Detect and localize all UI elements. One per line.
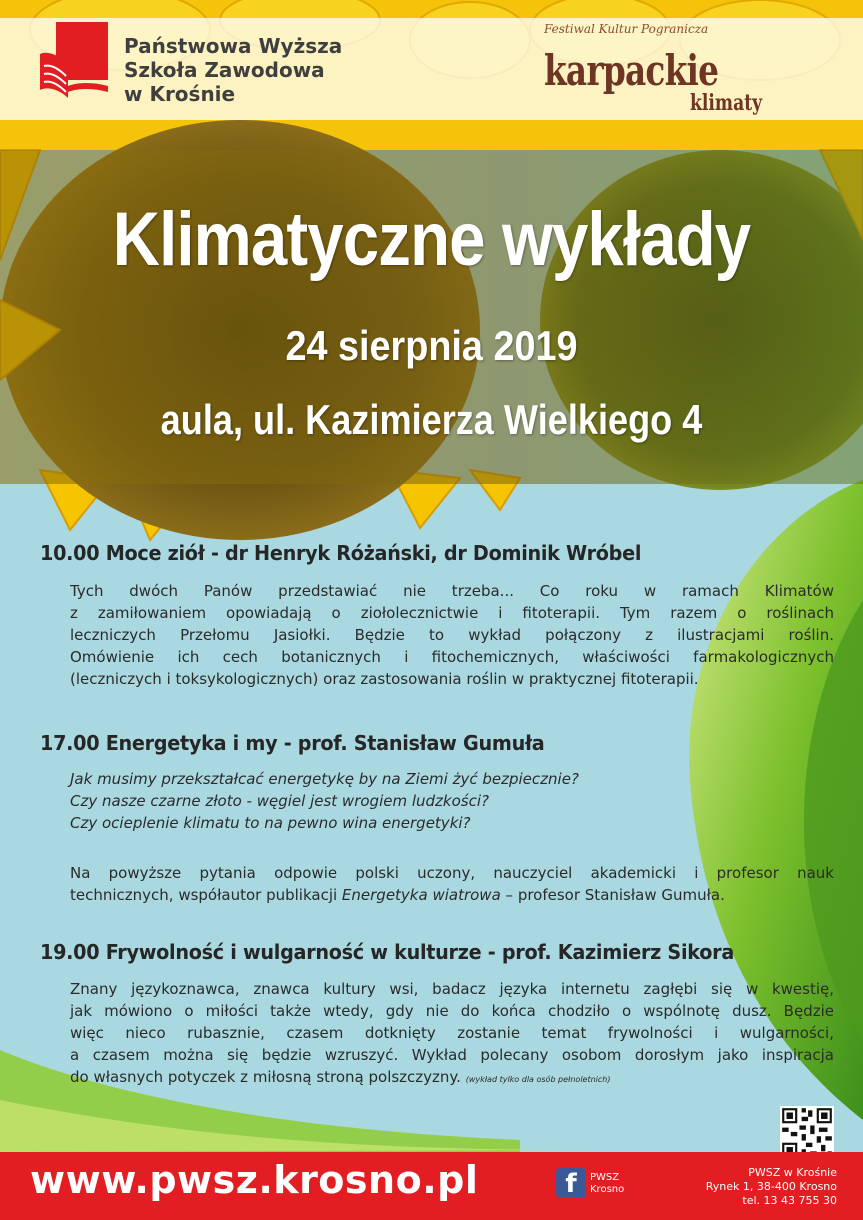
institution-line: Szkoła Zawodowa <box>124 58 325 82</box>
text-line: leczniczych Przełomu Jasiołki. Będzie to wykład połączony z ilustracjami roślin. <box>70 626 834 644</box>
pwsz-logo-icon <box>38 20 110 100</box>
text-line: Znany językoznawca, znawca kultury wsi, badacz języka internetu zagłębi się w kwestię, <box>70 980 834 998</box>
text-line: z zamiłowaniem opowiadają o ziołolecznictwie i fitoterapii. Tym razem o roślinach <box>70 604 834 622</box>
facebook-label[interactable] <box>590 1172 624 1196</box>
address-line: tel. 13 43 755 30 <box>742 1194 837 1207</box>
event-place: aula, ul. Kazimierza Wielkiego 4 <box>160 396 703 443</box>
section-heading-herbs: 10.00 Moce ziół - dr Henryk Różański, dr Dominik Wróbel <box>40 541 642 565</box>
facebook-label-line: Krosno <box>590 1184 625 1195</box>
age-restriction-note: (wykład tylko dla osób pełnoletnich) <box>465 1075 611 1084</box>
text-fragment: do własnych potyczek z miłosną stroną polszczyzny. <box>70 1068 461 1086</box>
text-line: a czasem można się będzie wzruszyć. Wykład polecany osobom dorosłym jako inspiracja <box>70 1046 834 1064</box>
address-line: Rynek 1, 38-400 Krosno <box>705 1180 837 1193</box>
section-text-energy <box>70 862 834 906</box>
text-line: Na powyższe pytania odpowie polski uczony, nauczyciel akademicki i profesor nauk <box>70 864 834 882</box>
facebook-label-line: PWSZ <box>590 1172 620 1183</box>
text-line <box>70 1066 834 1091</box>
section-text-herbs <box>70 580 834 690</box>
website-link[interactable]: www.pwsz.krosno.pl <box>30 1158 479 1202</box>
text-line: więc nieco rubasznie, czasem dotknięty zostanie temat frywolności i wulgarności, <box>70 1024 834 1042</box>
address-line: PWSZ w Krośnie <box>748 1166 837 1179</box>
text-fragment: technicznych, współautor publikacji <box>70 886 342 904</box>
text-line <box>70 884 834 906</box>
section-heading-culture: 19.00 Frywolność i wulgarność w kulturze - prof. Kazimierz Sikora <box>40 940 734 964</box>
contact-address <box>706 1166 837 1208</box>
text-line: Tych dwóch Panów przedstawiać nie trzeba... Co roku w ramach Klimatów <box>70 582 834 600</box>
festival-sub-text: klimaty <box>690 90 763 116</box>
event-date: 24 sierpnia 2019 <box>285 322 578 369</box>
section-heading-energy: 17.00 Energetyka i my - prof. Stanisław Gumuła <box>40 731 545 755</box>
section-questions-energy <box>70 768 834 834</box>
section-text-culture <box>70 978 834 1091</box>
festival-top-text: Festiwal Kultur Pogranicza <box>544 22 709 36</box>
question-line: Czy ocieplenie klimatu to na pewno wina energetyki? <box>70 814 471 832</box>
festival-logo <box>544 20 763 120</box>
text-line: jak mówiono o miłości także wtedy, gdy nie do końca chodziło o wspólnotę dusz. Będzie <box>70 1002 834 1020</box>
festival-main-text: karpackie <box>544 46 719 95</box>
institution-line: w Krośnie <box>124 82 236 106</box>
institution-line: Państwowa Wyższa <box>124 34 343 58</box>
question-line: Jak musimy przekształcać energetykę by na Ziemi żyć bezpiecznie? <box>70 770 579 788</box>
publication-title: Energetyka wiatrowa <box>341 886 501 904</box>
institution-name <box>124 34 342 106</box>
text-fragment: – profesor Stanisław Gumuła. <box>500 886 725 904</box>
text-line: Omówienie ich cech botanicznych i fitochemicznych, właściwości farmakologicznych <box>70 648 834 666</box>
text-line: (leczniczych i toksykologicznych) oraz zastosowania roślin w praktycznej fitoterapii. <box>70 670 699 688</box>
facebook-icon[interactable]: f <box>556 1168 586 1198</box>
question-line: Czy nasze czarne złoto - węgiel jest wrogiem ludzkości? <box>70 792 489 810</box>
poster-title: Klimatyczne wykłady <box>112 197 751 282</box>
